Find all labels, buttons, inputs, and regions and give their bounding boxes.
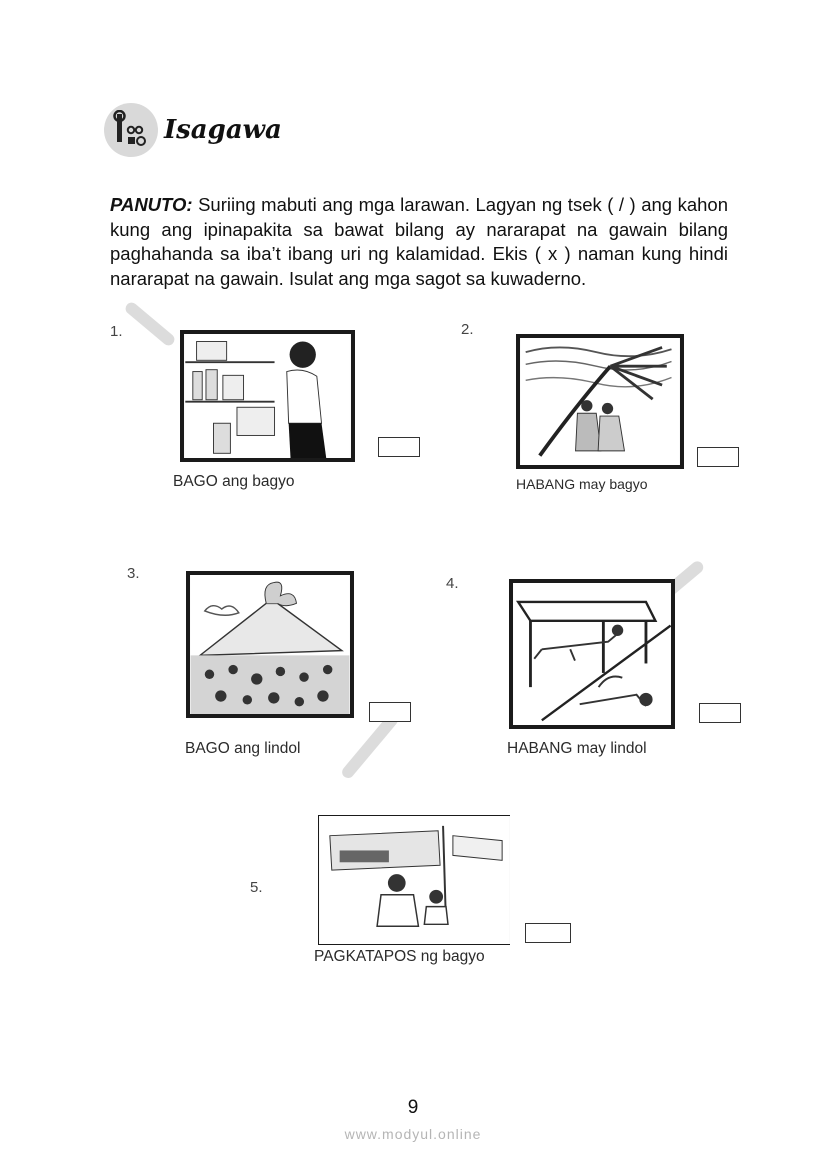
item-3-picture [186, 571, 354, 718]
instructions-label: PANUTO: [110, 194, 193, 215]
answer-box[interactable] [525, 923, 571, 943]
item-number: 1. [110, 323, 123, 340]
instructions [110, 193, 728, 291]
item-caption: HABANG may bagyo [516, 476, 648, 492]
item-caption: PAGKATAPOS ng bagyo [314, 948, 485, 965]
item-number: 3. [127, 565, 140, 582]
answer-box[interactable] [699, 703, 741, 723]
item-number: 4. [446, 575, 459, 592]
watermark-stroke [123, 300, 177, 348]
item-number: 5. [250, 879, 263, 896]
item-4-picture [509, 579, 675, 729]
tools-icon [104, 103, 158, 157]
item-caption: HABANG may lindol [507, 740, 647, 757]
section-header [104, 102, 282, 158]
item-caption: BAGO ang bagyo [173, 473, 295, 490]
item-number: 2. [461, 321, 474, 338]
section-title: Isagawa [164, 115, 282, 145]
site-footer[interactable]: www.modyul.online [344, 1126, 482, 1142]
instructions-text: Suriing mabuti ang mga larawan. Lagyan ng tsek ( / ) ang kahon kung ang ipinapakita sa bawat bilang ay nararapat na gawain bilang paghahanda sa iba’t ibang uri ng kalamidad. Ekis ( x ) naman kung hindi nararapat na gawain. Isulat ang mga sagot sa kuwaderno. [110, 194, 728, 289]
item-1-picture [180, 330, 355, 462]
item-caption: BAGO ang lindol [185, 740, 301, 757]
page-number: 9 [407, 1097, 419, 1118]
answer-box[interactable] [378, 437, 420, 457]
item-2-picture [516, 334, 684, 469]
answer-box[interactable] [369, 702, 411, 722]
answer-box[interactable] [697, 447, 739, 467]
item-5-picture [318, 815, 510, 945]
